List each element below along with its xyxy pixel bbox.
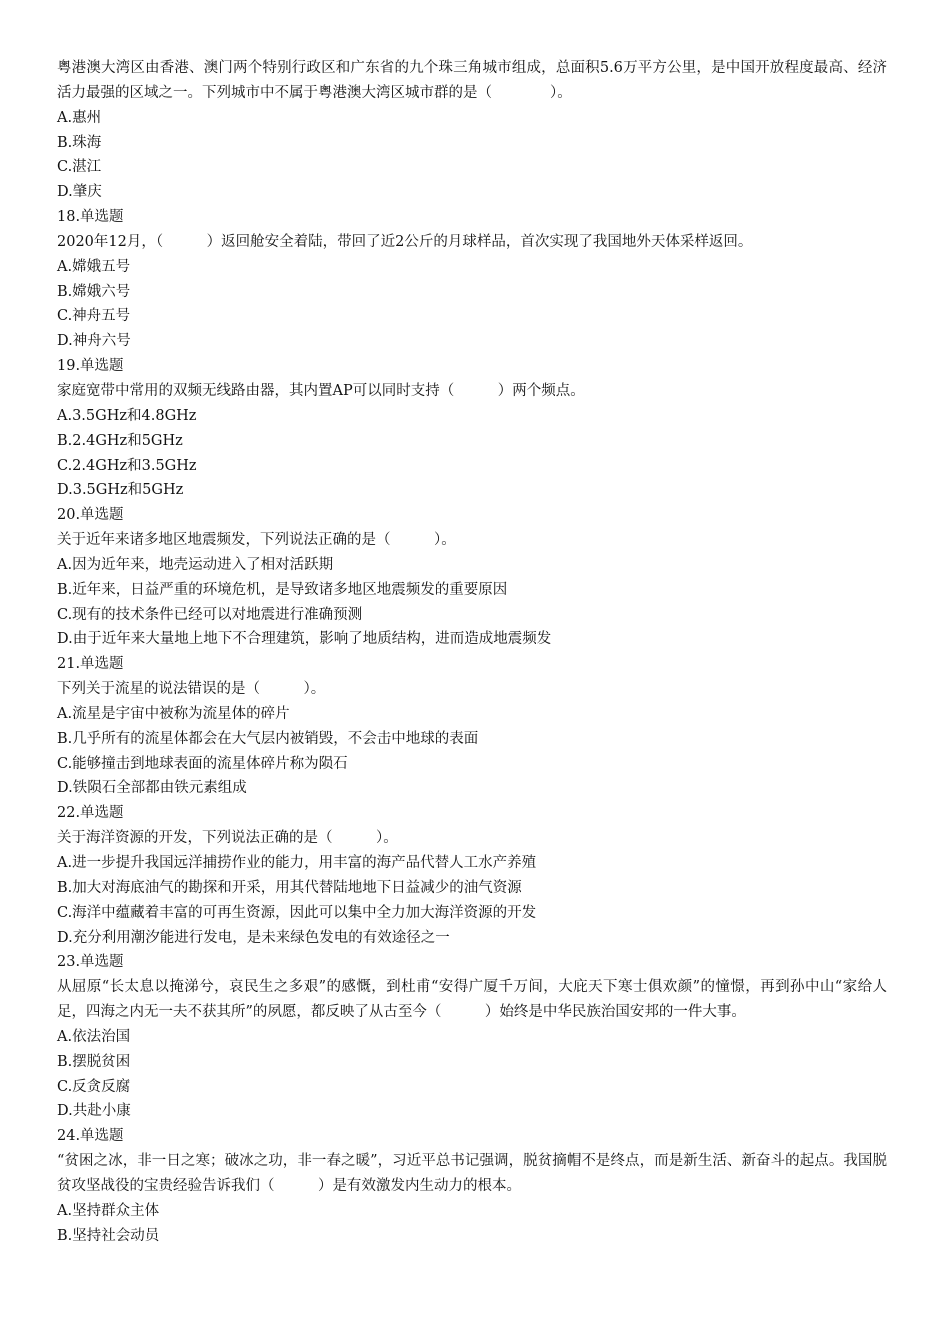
option-d: D.3.5GHz和5GHz [57,482,184,499]
question-stem: 下列关于流星的说法错误的是（ ）。 [57,681,326,698]
option-d: D.肇庆 [57,184,102,201]
question-17 [57,56,887,205]
question-18 [57,205,887,354]
question-header: 20.单选题 [57,507,124,524]
question-stem: 关于海洋资源的开发，下列说法正确的是（ ）。 [57,830,398,847]
question-stem: 家庭宽带中常用的双频无线路由器，其内置AP可以同时支持（ ）两个频点。 [57,382,585,399]
question-header: 24.单选题 [57,1128,124,1145]
option-c: C.湛江 [57,159,102,176]
option-c: C.反贪反腐 [57,1078,131,1095]
option-b: B.嫦娥六号 [57,283,131,300]
option-a: A.3.5GHz和4.8GHz [57,407,197,424]
question-stem: “贫困之冰，非一日之寒；破冰之功，非一春之暖”，习近平总书记强调，脱贫摘帽不是终点，而是新生活、新奋斗的起点。我国脱贫攻坚战役的宝贵经验告诉我们（ ）是有效激发内生动力的根本。 [57,1153,887,1194]
option-b: B.几乎所有的流星体都会在大气层内被销毁，不会击中地球的表面 [57,730,479,747]
option-c: C.能够撞击到地球表面的流星体碎片称为陨石 [57,755,348,772]
question-22 [57,801,887,950]
option-d: D.铁陨石全部都由铁元素组成 [57,780,247,797]
question-20 [57,503,887,652]
question-header: 19.单选题 [57,358,124,375]
option-b: B.近年来，日益严重的环境危机，是导致诸多地区地震频发的重要原因 [57,581,508,598]
option-b: B.坚持社会动员 [57,1227,160,1244]
question-stem: 从屈原“长太息以掩涕兮，哀民生之多艰”的感慨，到杜甫“安得广厦千万间，大庇天下寒士俱欢颜”的憧憬，再到孙中山“家给人足，四海之内无一夫不获其所”的夙愿，都反映了从古至今（ ）始终是中华民族治国安邦的一件大事。 [57,979,887,1021]
question-24 [57,1124,887,1248]
question-19 [57,354,887,503]
question-stem: 2020年12月，（ ）返回舱安全着陆，带回了近2公斤的月球样品，首次实现了我国地外天体采样返回。 [57,233,753,250]
option-d: D.共赴小康 [57,1103,131,1120]
option-d: D.由于近年来大量地上地下不合理建筑，影响了地质结构，进而造成地震频发 [57,631,552,648]
option-d: D.神舟六号 [57,333,131,350]
option-a: A.嫦娥五号 [57,258,131,275]
option-c: C.海洋中蕴藏着丰富的可再生资源，因此可以集中全力加大海洋资源的开发 [57,904,537,921]
option-d: D.充分利用潮汐能进行发电，是未来绿色发电的有效途径之一 [57,929,450,946]
option-a: A.因为近年来，地壳运动进入了相对活跃期 [57,556,334,573]
question-header: 22.单选题 [57,805,124,822]
option-a: A.进一步提升我国远洋捕捞作业的能力，用丰富的海产品代替人工水产养殖 [57,855,537,871]
option-a: A.流星是宇宙中被称为流星体的碎片 [57,705,290,722]
option-a: A.惠州 [57,109,102,126]
question-stem: 关于近年来诸多地区地震频发，下列说法正确的是（ ）。 [57,532,456,549]
option-c: C.现有的技术条件已经可以对地震进行准确预测 [57,606,363,623]
option-b: B.珠海 [57,134,102,151]
question-header: 18.单选题 [57,209,124,226]
option-c: C.2.4GHz和3.5GHz [57,457,197,474]
option-b: B.加大对海底油气的勘探和开采，用其代替陆地地下日益减少的油气资源 [57,879,522,896]
option-a: A.依法治国 [57,1028,131,1045]
question-23 [57,950,887,1124]
option-b: B.2.4GHz和5GHz [57,432,183,449]
question-21 [57,652,887,801]
option-a: A.坚持群众主体 [57,1202,160,1219]
question-header: 21.单选题 [57,656,124,673]
question-header: 23.单选题 [57,954,124,971]
option-c: C.神舟五号 [57,308,131,325]
question-stem: 粤港澳大湾区由香港、澳门两个特别行政区和广东省的九个珠三角城市组成，总面积5.6万平方公里，是中国开放程度最高、经济活力最强的区域之一。下列城市中不属于粤港澳大湾区城市群的是（ ）。 [57,60,887,101]
document-page [57,56,887,1249]
option-b: B.摆脱贫困 [57,1053,131,1070]
